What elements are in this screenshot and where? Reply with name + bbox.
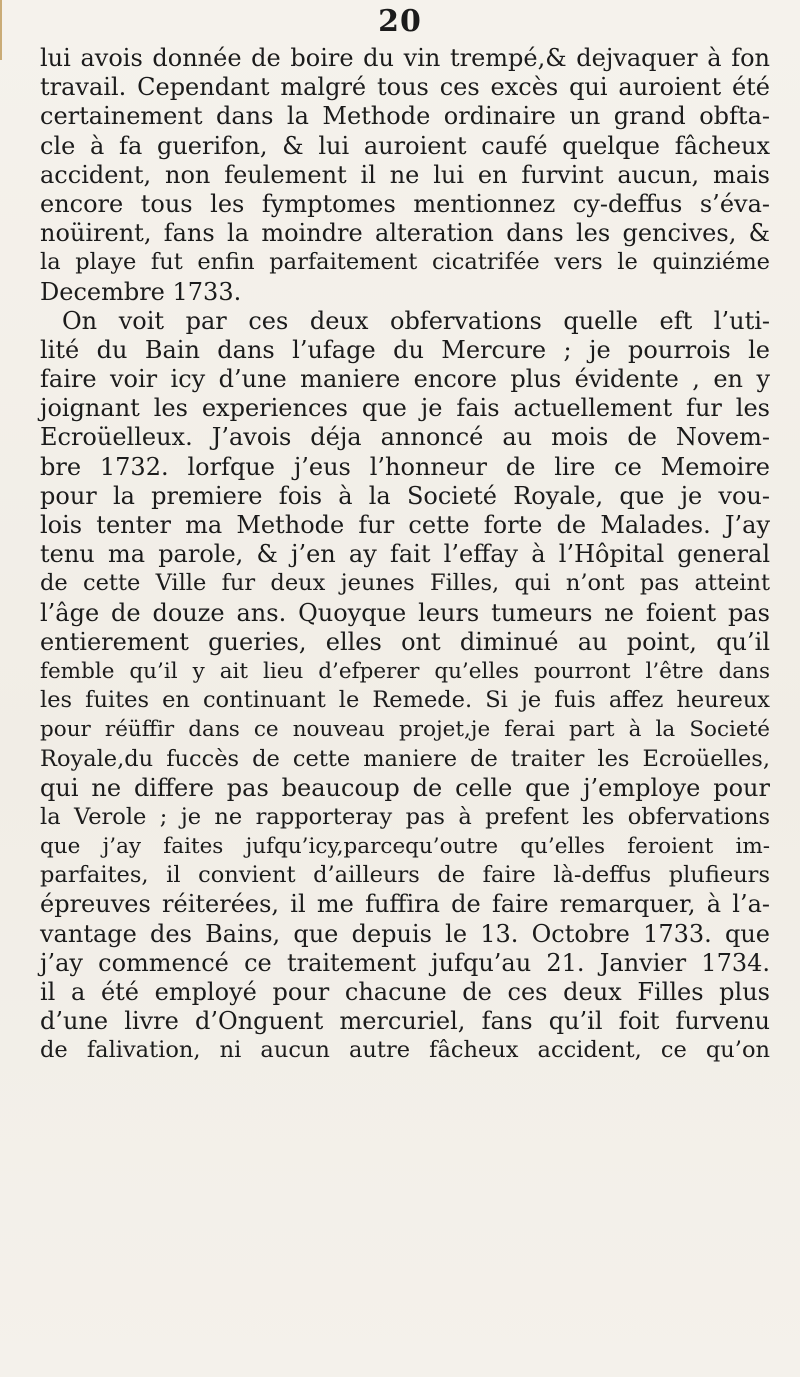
text-line: certainement dans la Methode ordinaire un grand obfta- <box>40 102 770 131</box>
text-line: la playe fut enfin parfaitement cicatrifée vers le quinziéme <box>40 249 770 276</box>
text-line: lois tenter ma Methode fur cette forte de Malades. J’ay <box>40 511 770 539</box>
text-line: épreuves réiterées, il me fuffira de faire remarquer, à l’a- <box>40 890 770 919</box>
text-line: bre 1732. lorfque j’eus l’honneur de lire ce Memoire <box>40 452 770 481</box>
text-line: parfaites, il convient d’ailleurs de faire là-deffus plufieurs <box>40 862 770 889</box>
text-line: encore tous les fymptomes mentionnez cy-deffus s’éva- <box>40 189 770 218</box>
page-number: 20 <box>378 4 422 39</box>
text-line: Decembre 1733. <box>40 277 242 306</box>
text-line: joignant les experiences que je fais actuellement fur les <box>40 394 770 423</box>
text-line: la Verole ; je ne rapporteray pas à prefent les obfervations <box>40 803 770 830</box>
text-line: j’ay commencé ce traitement jufqu’au 21. Janvier 1734. <box>40 948 770 977</box>
text-line: de falivation, ni aucun autre fâcheux accident, ce qu’on <box>40 1037 770 1064</box>
text-line: accident, non feulement il ne lui en furvint aucun, mais <box>40 160 770 189</box>
text-line: Royale,du fuccès de cette maniere de traiter les Ecroüelles, <box>40 745 770 772</box>
text-line: les fuites en continuant le Remede. Si je fuis affez heureux <box>40 687 770 714</box>
text-line: On voit par ces deux obfervations quelle eft l’uti- <box>62 306 770 335</box>
text-line: entierement gueries, elles ont diminué au point, qu’il <box>40 627 770 656</box>
text-line: vantage des Bains, que depuis le 13. Octobre 1733. que <box>40 919 770 948</box>
text-line: lui avois donnée de boire du vin trempé,& dejvaquer à fon <box>40 44 770 72</box>
text-line: faire voir icy d’une maniere encore plus évidente , en y <box>40 365 770 394</box>
text-line: l’âge de douze ans. Quoyque leurs tumeurs ne foient pas <box>40 598 770 627</box>
text-line: cle à fa guerifon, & lui auroient caufé quelque fâcheux <box>40 131 770 160</box>
text-line: il a été employé pour chacune de ces deux Filles plus <box>40 978 770 1006</box>
text-line: qui ne differe pas beaucoup de celle que j’employe pour <box>40 773 770 802</box>
text-line: pour la premiere fois à la Societé Royale, que je vou- <box>40 481 770 510</box>
text-line: d’une livre d’Onguent mercuriel, fans qu’il foit furvenu <box>40 1007 770 1036</box>
text-line: tenu ma parole, & j’en ay fait l’effay à l’Hôpital general <box>40 540 770 569</box>
text-line: travail. Cependant malgré tous ces excès qui auroient été <box>40 73 770 102</box>
body-text <box>40 44 770 1066</box>
text-line: de cette Ville fur deux jeunes Filles, qui n’ont pas atteint <box>40 570 770 597</box>
text-line: noüirent, fans la moindre alteration dans les gencives, & <box>40 219 770 248</box>
text-line: que j’ay faites jufqu’icy,parcequ’outre qu’elles feroient im- <box>40 834 770 860</box>
text-line: femble qu’il y ait lieu d’efperer qu’elles pourront l’être dans <box>40 658 770 684</box>
text-line: lité du Bain dans l’ufage du Mercure ; je pourrois le <box>40 335 770 364</box>
text-line: pour réüffir dans ce nouveau projet,je ferai part à la Societé <box>40 717 770 743</box>
text-line: Ecroüelleux. J’avois déja annoncé au mois de Novem- <box>40 423 770 452</box>
